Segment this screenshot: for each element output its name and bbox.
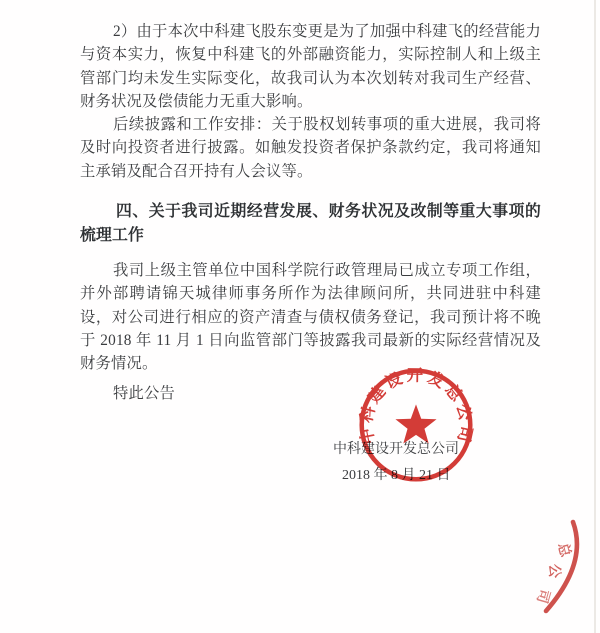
signature-date: 2018 年 8 月 21 日	[342, 468, 451, 483]
paragraph-shareholder-change: 2）由于本次中科建飞股东变更是为了加强中科建飞的经营能力与资本实力，恢复中科建飞的外部融资能力，实际控制人和上级主管部门均未发生实际变化，故我司认为本次划转对我司生产经营、财务状况及偿债能力无重大影响。	[80, 23, 541, 110]
section-heading: 四、关于我司近期经营发展、财务状况及改制等重大事项的梳理工作	[80, 203, 541, 244]
partial-seal-fragment: 公	[546, 564, 561, 578]
closing-line: 特此公告	[113, 384, 175, 402]
partial-seal-fragment: 司	[533, 587, 552, 605]
partial-edge-seal	[520, 505, 600, 625]
paragraph-work-group: 我司上级主管单位中国科学院行政管理局已成立专项工作组，并外部聘请锦天城律师事务所作为法律顾问所，共同进驻中科建设，对公司进行相应的资产清查与债权债务登记，我司预计将不晚于 2018 年 11 月 1 日向监管部门等披露我司最新的实际经营情况及财务情况。	[80, 262, 541, 373]
partial-seal-fragment: 总	[554, 541, 573, 559]
seal-star	[395, 404, 436, 443]
seal-ring-text: 中科建设开发总公司	[357, 366, 475, 447]
company-seal	[357, 366, 475, 484]
signature-company-name: 中科建设开发总公司	[333, 442, 459, 457]
document-body	[80, 20, 541, 405]
paragraph-followup-disclosure: 后续披露和工作安排：关于股权划转事项的重大进展，我司将及时向投资者进行披露。如触发投资者保护条款约定，我司将通知主承销及配合召开持有人会议等。	[80, 116, 541, 180]
